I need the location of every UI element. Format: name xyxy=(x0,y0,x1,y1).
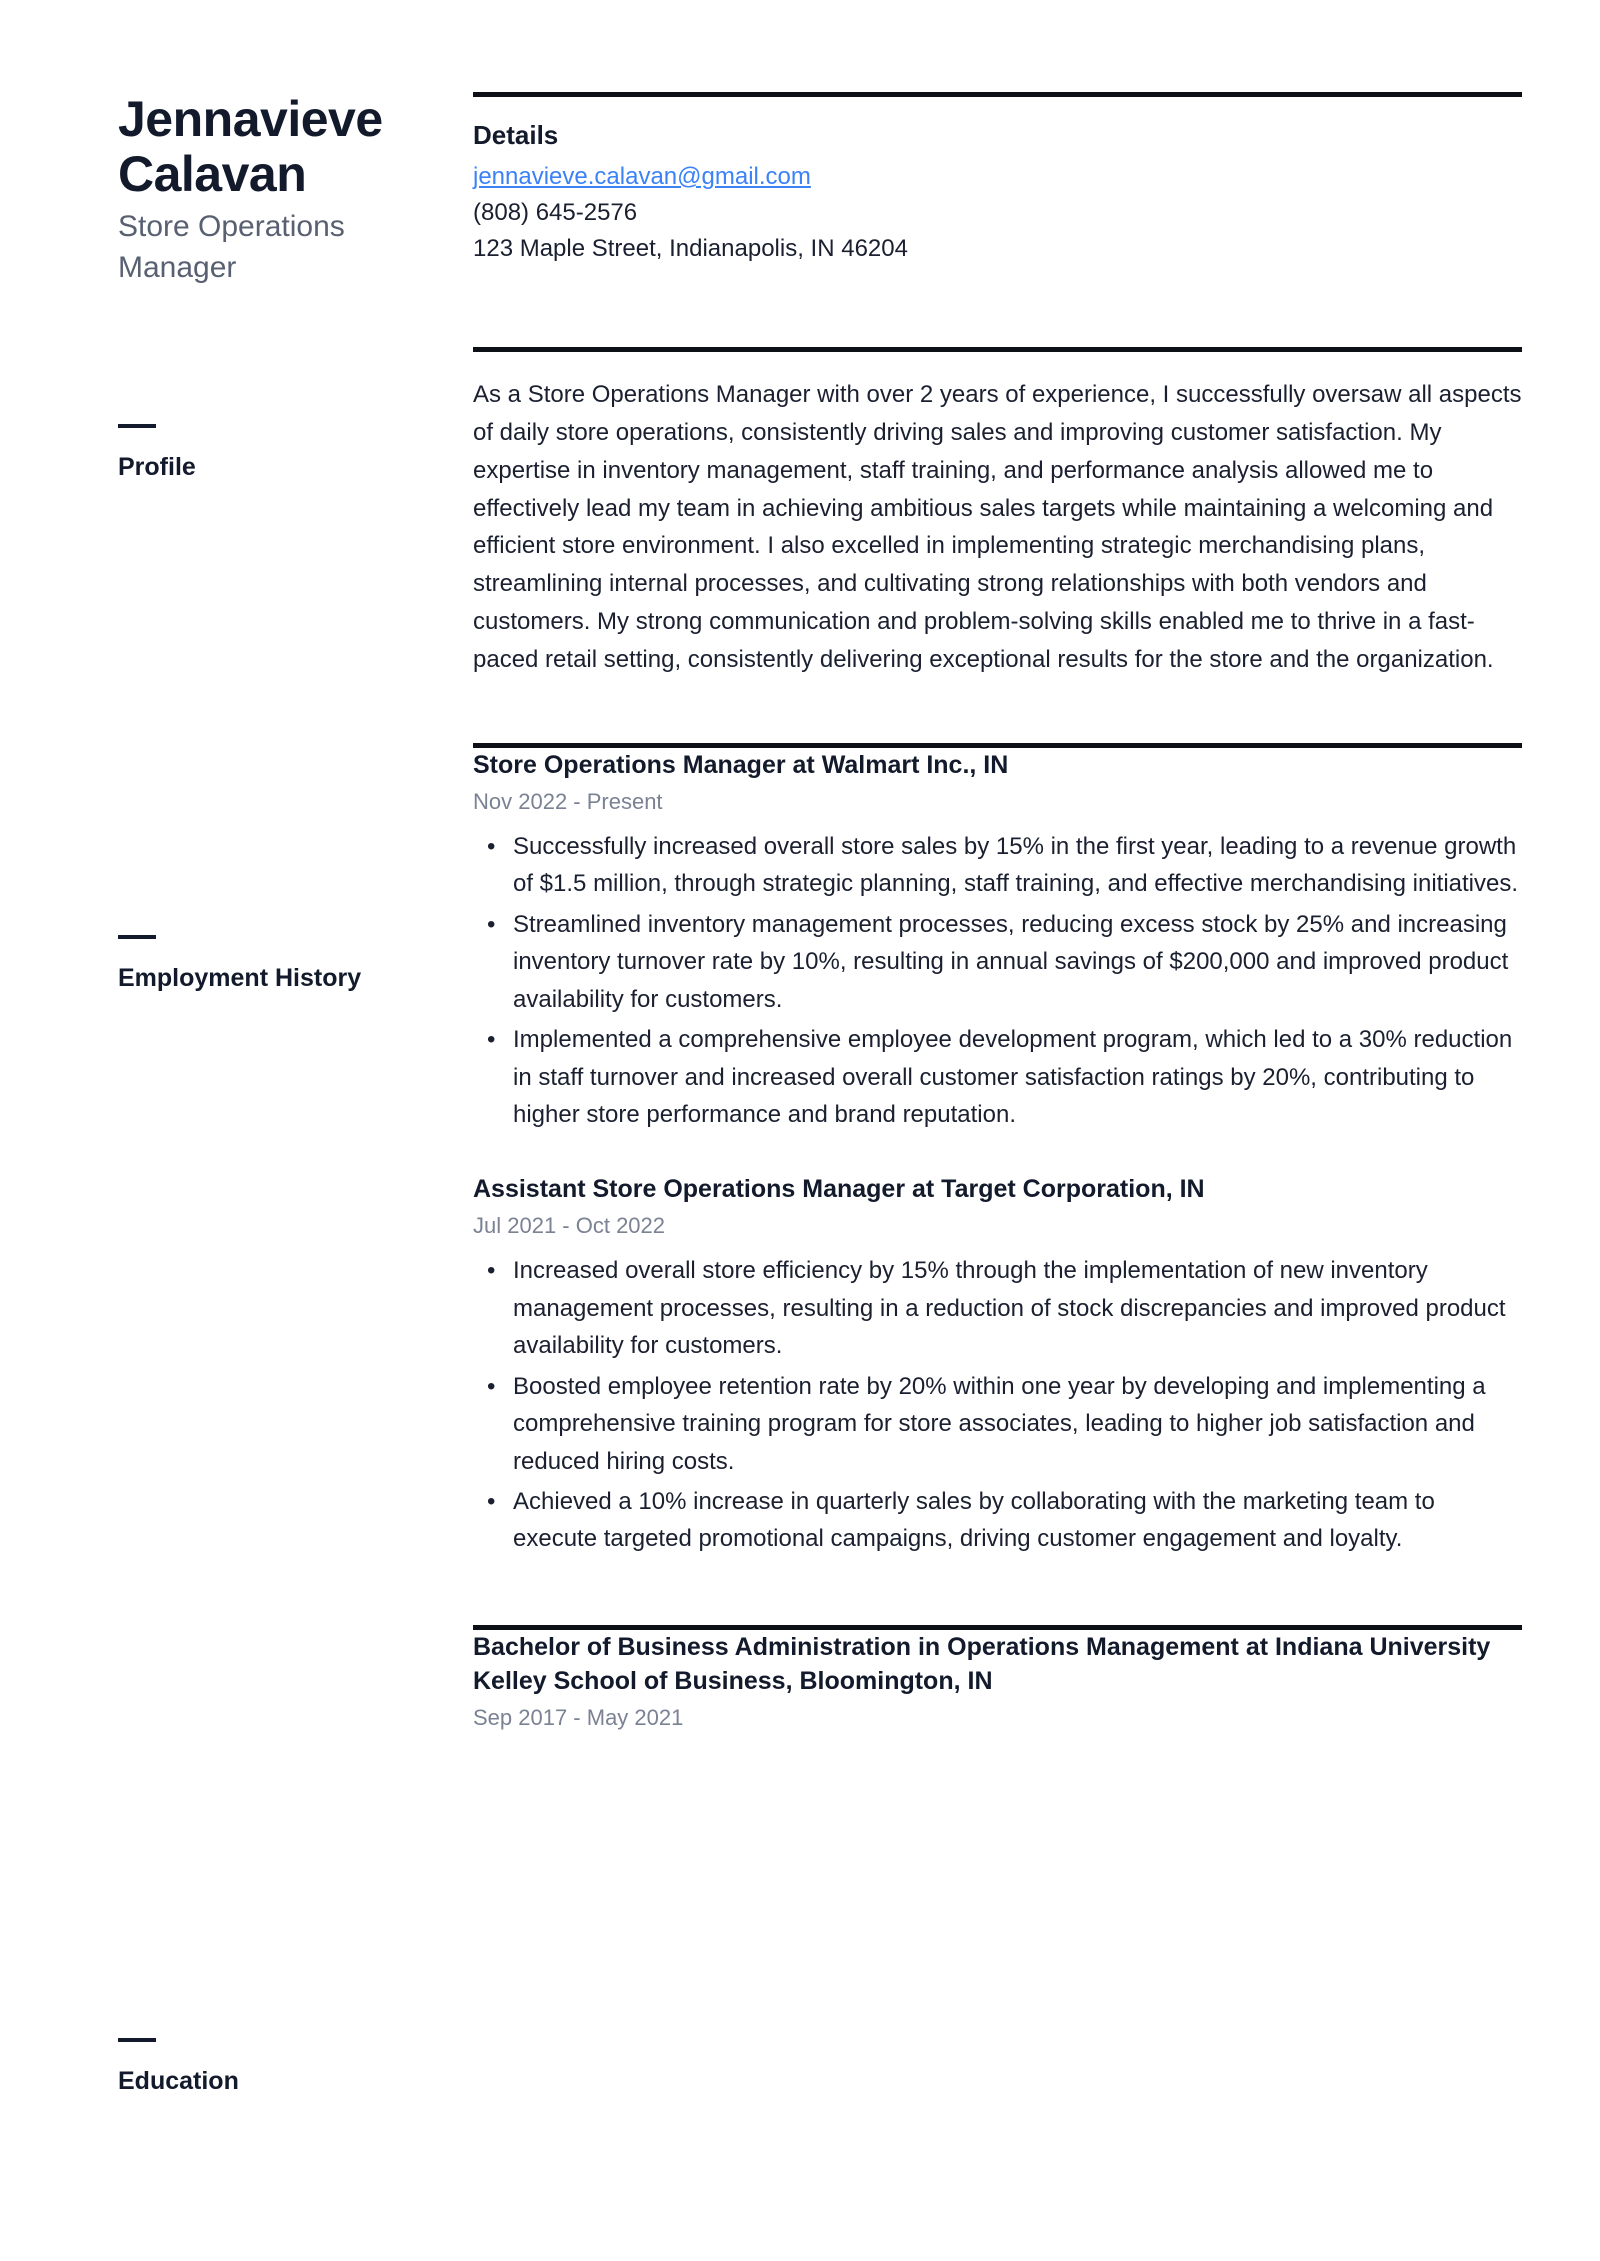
employment-history-section xyxy=(473,743,1522,1558)
resume-left-column xyxy=(118,92,473,1744)
employment-entry-title: Store Operations Manager at Walmart Inc., IN xyxy=(473,751,1009,780)
phone-line: (808) 645-2576 xyxy=(473,198,638,226)
first-name: Jennavieve xyxy=(118,91,383,147)
employment-entry xyxy=(473,748,1522,1133)
details-heading: Details xyxy=(473,120,559,150)
spacer-between-jobs xyxy=(473,1136,1522,1172)
list-item: • Implemented a comprehensive employee development program, which led to a 30% reduction in staff turnover and increased overall customer satisfaction ratings by 20%, contributing to higher store performance and brand reputation. xyxy=(509,1021,1522,1133)
education-entry-title: Bachelor of Business Administration in Operations Management at Indiana University Kelley School of Business, Bloomington, IN xyxy=(473,1632,1491,1695)
address-line: 123 Maple Street, Indianapolis, IN 46204 xyxy=(473,234,908,262)
education-section xyxy=(473,1625,1522,1734)
sidebar-item-label: Profile xyxy=(118,453,196,481)
profile-text: As a Store Operations Manager with over 2 years of experience, I successfully oversaw all aspects of daily store operations, consistently driving sales and improving customer satisfaction. My expertise in inventory management, staff training, and performance analysis allowed me to effectively lead my team in achieving ambitious sales targets while maintaining a welcoming and efficient store environment. I also excelled in implementing strategic merchandising plans, streamlining internal processes, and cultivating strong relationships with both vendors and customers. My strong communication and problem-solving skills enabled me to thrive in a fast-paced retail setting, consistently delivering exceptional results for the store and the organization. xyxy=(473,380,1522,674)
sidebar-rule xyxy=(118,2038,156,2042)
education-entry xyxy=(473,1630,1522,1734)
list-item: • Successfully increased overall store sales by 15% in the first year, leading to a revenue growth of $1.5 million, through strategic planning, staff training, and effective merchandising initiatives. xyxy=(509,828,1522,903)
sidebar-item-employment-history xyxy=(118,935,448,994)
sidebar-item-label: Employment History xyxy=(118,964,362,992)
sidebar-item-education xyxy=(118,2038,448,2097)
list-item: • Streamlined inventory management processes, reducing excess stock by 25% and increasing inventory turnover rate by 10%, resulting in annual savings of $200,000 and improved product availability for customers. xyxy=(509,906,1522,1018)
details-section xyxy=(473,92,1522,267)
email-link[interactable]: jennavieve.calavan@gmail.com xyxy=(473,162,811,190)
resume-layout-grid xyxy=(118,92,1522,1744)
section-divider-details xyxy=(473,92,1522,97)
sidebar-item-profile xyxy=(118,424,448,483)
sidebar-rule xyxy=(118,424,156,428)
spacer-employment xyxy=(473,1561,1522,1625)
employment-entry-bullets xyxy=(473,828,1522,1134)
job-title-subtitle: Store Operations Manager xyxy=(118,210,345,284)
employment-entry xyxy=(473,1172,1522,1557)
employment-entry-title: Assistant Store Operations Manager at Target Corporation, IN xyxy=(473,1175,1205,1204)
employment-entry-bullets xyxy=(473,1252,1522,1558)
employment-entry-dates: Nov 2022 - Present xyxy=(473,789,663,815)
resume-right-column xyxy=(473,92,1522,1744)
page-title xyxy=(118,92,428,201)
email-line xyxy=(473,159,1522,195)
sidebar-rule xyxy=(118,935,156,939)
list-item: • Increased overall store efficiency by 15% through the implementation of new inventory management processes, resulting in a reduction of stock discrepancies and improved product availability for customers. xyxy=(509,1252,1522,1364)
last-name: Calavan xyxy=(118,145,307,202)
education-entry-dates: Sep 2017 - May 2021 xyxy=(473,1704,684,1730)
employment-entry-dates: Jul 2021 - Oct 2022 xyxy=(473,1213,666,1239)
spacer-details xyxy=(473,267,1522,347)
sidebar-item-label: Education xyxy=(118,2067,239,2095)
profile-section xyxy=(473,347,1522,679)
list-item: • Achieved a 10% increase in quarterly sales by collaborating with the marketing team to execute targeted promotional campaigns, driving customer engagement and loyalty. xyxy=(509,1483,1522,1558)
list-item: • Boosted employee retention rate by 20% within one year by developing and implementing a comprehensive training program for store associates, leading to higher job satisfaction and reduced hiring costs. xyxy=(509,1368,1522,1480)
spacer-profile xyxy=(473,679,1522,743)
